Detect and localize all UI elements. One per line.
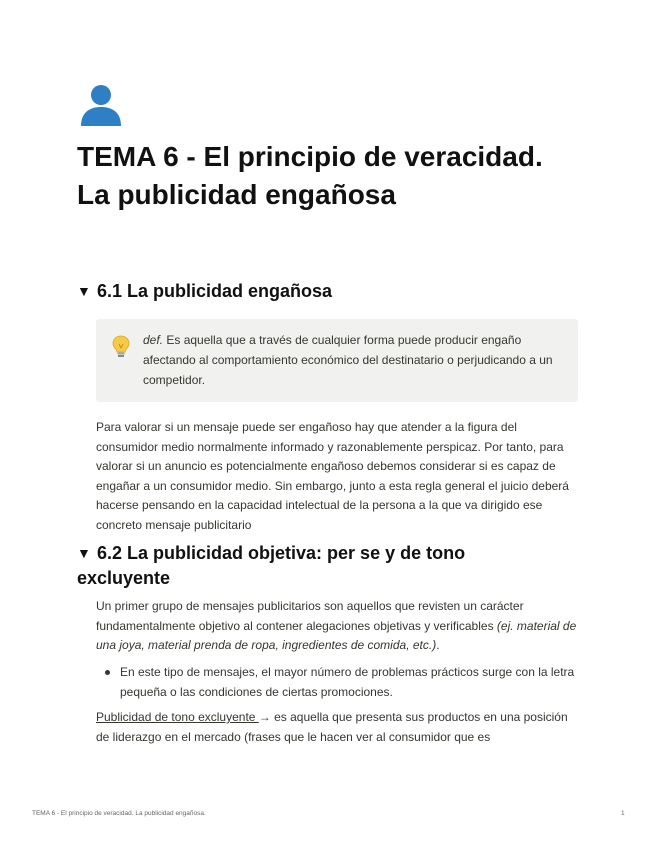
page-title: TEMA 6 - El principio de veracidad. La publicidad engañosa	[77, 141, 543, 210]
lightbulb-icon	[112, 335, 130, 359]
list-item: En este tipo de mensajes, el mayor número de problemas prácticos surge con la letra pequeña o las condiciones de ciertas promociones.	[96, 662, 580, 702]
page-number: 1	[621, 810, 625, 817]
toggle-triangle-icon[interactable]: ▼	[77, 283, 91, 299]
bullet-list	[96, 662, 580, 702]
paragraph-consumidor-medio: Para valorar si un mensaje puede ser engañoso hay que atender a la figura del consumidor medio normalmente informado y razonablemente perspicaz. Por tanto, para valorar si un anuncio es potencialmente engañoso debemos considerar si es capaz de engañar a un consumidor medio. Sin embargo, junto a esta regla general el juicio deberá hacerse pensando en la capacidad intelectual de la persona a la que va dirigido ese concreto mensaje publicitario	[96, 420, 569, 532]
toggle-heading-6-2[interactable]	[77, 541, 547, 591]
tono-excluyente-label: Publicidad de tono excluyente	[96, 710, 259, 724]
toggle-triangle-icon[interactable]: ▼	[77, 545, 91, 561]
toggle-heading-6-1[interactable]	[77, 279, 332, 304]
paragraph-tono-excluyente: Publicidad de tono excluyente → es aquella que presenta sus productos en una posición de liderazgo en el mercado (frases que le hacen ver al consumidor que es	[96, 710, 568, 744]
def-label: def.	[143, 333, 164, 347]
paragraph-publicidad-objetiva: Un primer grupo de mensajes publicitarios son aquellos que revisten un carácter fundamentalmente objetivo al contener alegaciones objetivas y verificables (ej. material de una joya, material prenda de ropa, ingredientes de comida, etc.).	[96, 599, 577, 652]
example-text: (ej. material de una joya, material prenda de ropa, ingredientes de comida, etc.)	[96, 618, 577, 652]
callout-text: def. Es aquella que a través de cualquier forma puede producir engaño afectando al comportamiento económico del destinatario o perjudicando a un competidor.	[143, 333, 553, 387]
definition-callout	[96, 319, 578, 402]
heading-text: 6.1 La publicidad engañosa	[97, 281, 333, 301]
heading-text: 6.2 La publicidad objetiva: per se y de tono excluyente	[77, 543, 466, 588]
footer-title: TEMA 6 - El principio de veracidad. La publicidad engañosa.	[32, 810, 206, 817]
person-icon	[78, 82, 124, 128]
